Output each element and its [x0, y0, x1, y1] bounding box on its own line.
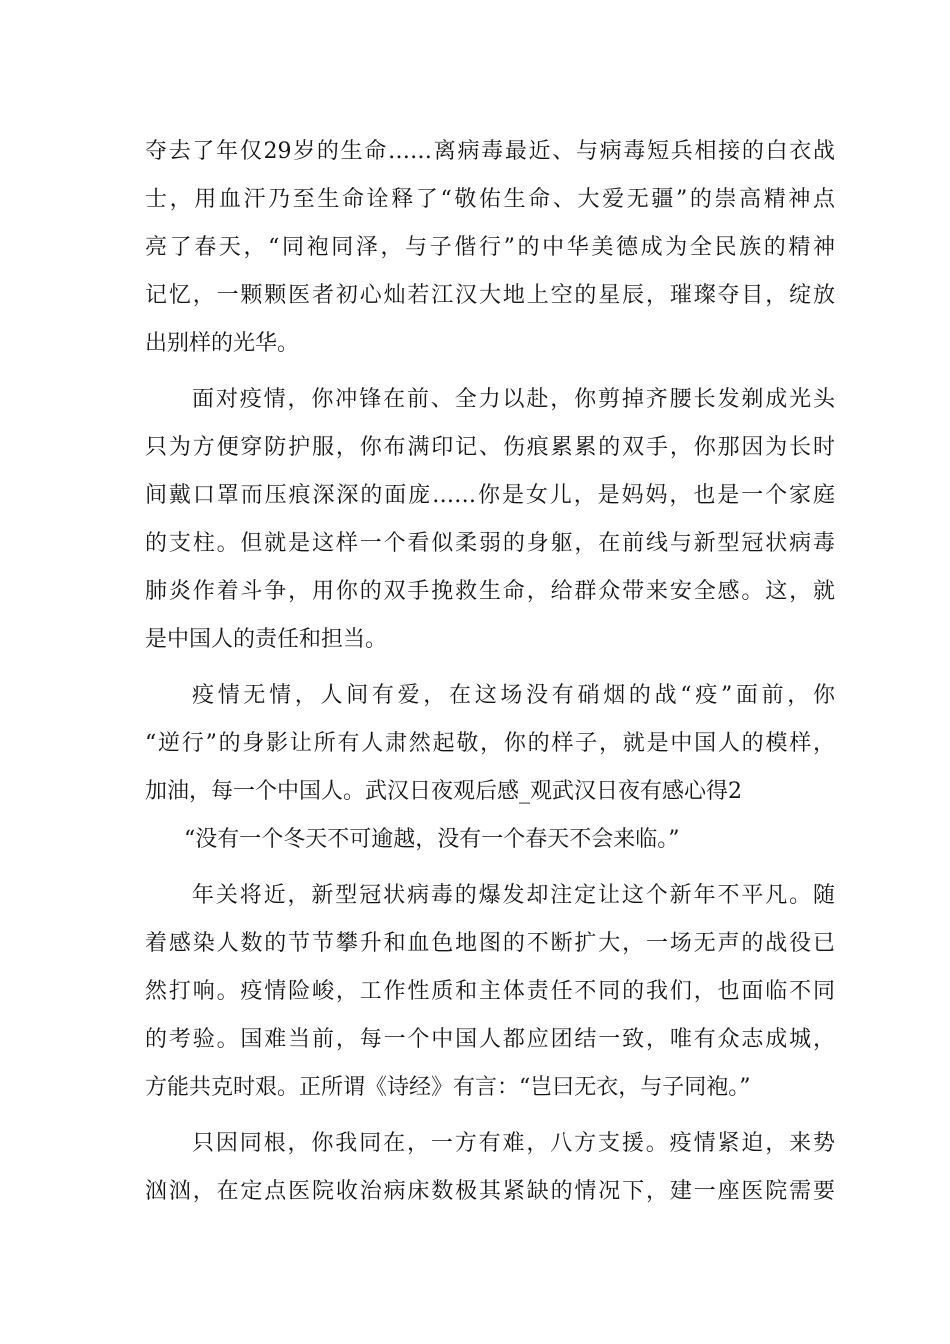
text-line: 方能共克时艰。正所谓《诗经》有言：“岂曰无衣，与子同袍。” — [145, 1075, 751, 1100]
text-line: 亮了春天，“同袍同泽，与子偕行”的中华美德成为全民族的精神 — [145, 235, 835, 260]
text-line: 加油，每一个中国人。武汉日夜观后感_观武汉日夜有感心得2 — [145, 779, 742, 804]
paragraph-first-line: 面对疫情，你冲锋在前、全力以赴，你剪掉齐腰长发剃成光头 — [192, 387, 835, 412]
text-line: 然打响。疫情险峻，工作性质和主体责任不同的我们，也面临不同 — [145, 979, 835, 1004]
paragraph-first-line: 疫情无情，人间有爱，在这场没有硝烟的战“疫”面前，你 — [192, 683, 835, 708]
text-line: 只为方便穿防护服，你布满印记、伤痕累累的双手，你那因为长时 — [145, 435, 835, 460]
text-line: 是中国人的责任和担当。 — [145, 627, 388, 652]
text-line: 士，用血汗乃至生命诠释了“敬佑生命、大爱无疆”的崇高精神点 — [145, 187, 835, 212]
text-line: 汹汹，在定点医院收治病床数极其紧缺的情况下，建一座医院需要 — [145, 1179, 835, 1204]
text-line: 着感染人数的节节攀升和血色地图的不断扩大，一场无声的战役已 — [145, 931, 835, 956]
paragraph-first-line: 只因同根，你我同在，一方有难，八方支援。疫情紧迫，来势 — [192, 1131, 835, 1156]
text-line: 夺去了年仅29岁的生命……离病毒最近、与病毒短兵相接的白衣战 — [145, 139, 835, 164]
text-line: 的考验。国难当前，每一个中国人都应团结一致，唯有众志成城， — [145, 1027, 835, 1052]
text-line: 出别样的光华。 — [145, 331, 300, 356]
text-line: 肺炎作着斗争，用你的双手挽救生命，给群众带来安全感。这，就 — [145, 579, 835, 604]
text-line: 记忆，一颗颗医者初心灿若江汉大地上空的星辰，璀璨夺目，绽放 — [145, 283, 835, 308]
quote-line: “没有一个冬天不可逾越，没有一个春天不会来临。” — [184, 827, 680, 852]
text-line: “逆行”的身影让所有人肃然起敬，你的样子，就是中国人的模样， — [145, 731, 835, 756]
text-line: 间戴口罩而压痕深深的面庞……你是女儿，是妈妈，也是一个家庭 — [145, 483, 835, 508]
text-line: 的支柱。但就是这样一个看似柔弱的身躯，在前线与新型冠状病毒 — [145, 531, 835, 556]
paragraph-first-line: 年关将近，新型冠状病毒的爆发却注定让这个新年不平凡。随 — [192, 883, 835, 908]
